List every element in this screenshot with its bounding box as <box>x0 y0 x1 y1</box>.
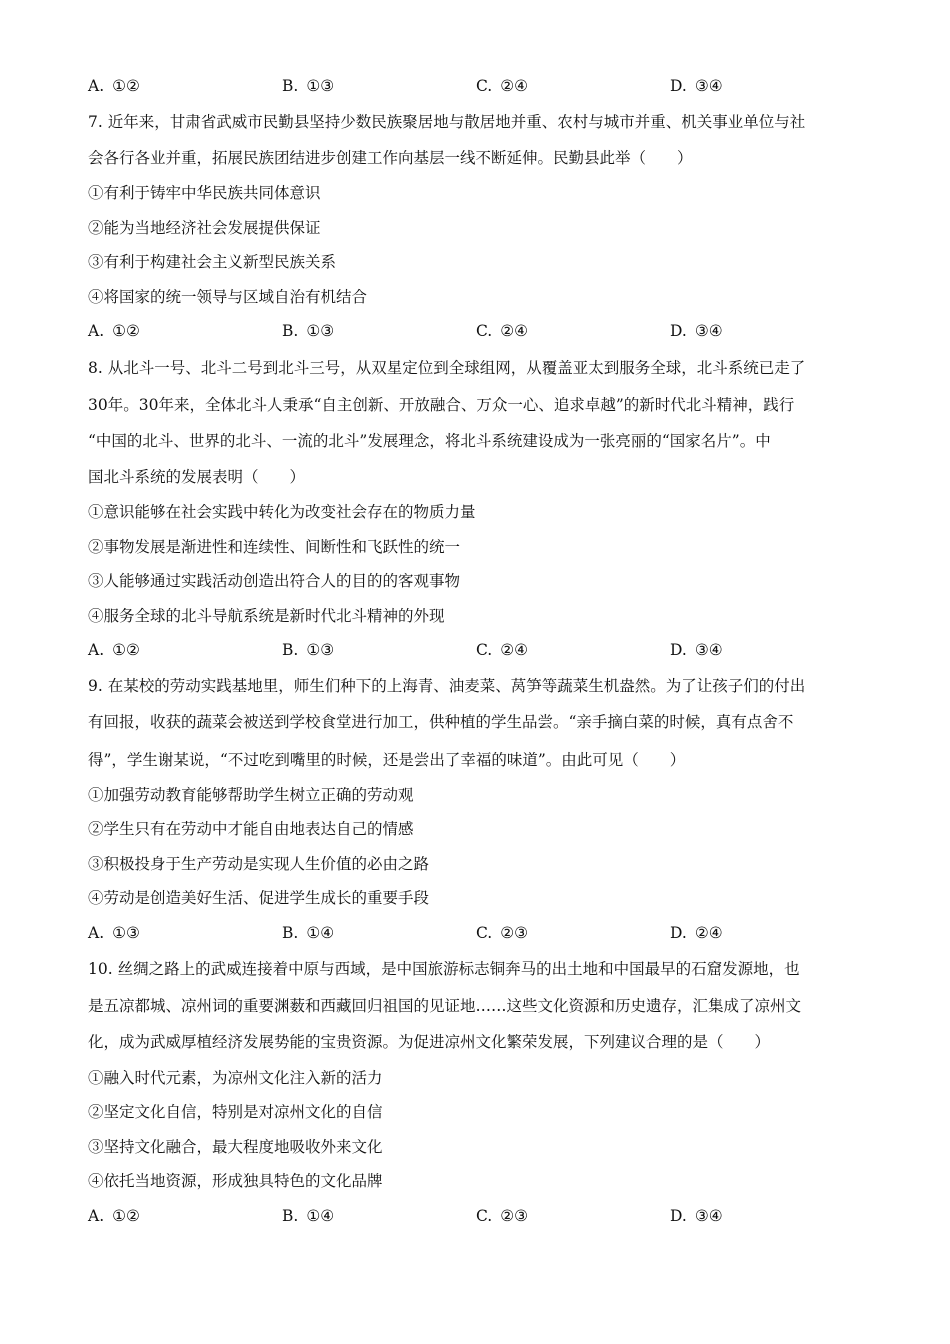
q10-stem-line: 是五凉都城、凉州词的重要渊薮和西藏回归祖国的见证地……这些文化资源和历史遗存，汇集成了凉州文 <box>88 997 802 1015</box>
q10-option-d[interactable]: D. ③④ <box>670 1207 723 1225</box>
q7-statement: ④将国家的统一领导与区域自治有机结合 <box>88 288 368 306</box>
q9-option-a[interactable]: A. ①③ <box>88 924 140 942</box>
q7-option-c[interactable]: C. ②④ <box>476 322 529 340</box>
q6-option-b[interactable]: B. ①③ <box>282 77 335 95</box>
q9-stem-line: 得”，学生谢某说，“不过吃到嘴里的时候，还是尝出了幸福的味道”。由此可见（ ） <box>88 751 686 769</box>
q9-statement: ④劳动是创造美好生活、促进学生成长的重要手段 <box>88 889 430 907</box>
q8-statement: ②事物发展是渐进性和连续性、间断性和飞跃性的统一 <box>88 538 461 556</box>
q10-stem-line: 10. 丝绸之路上的武威连接着中原与西域，是中国旅游标志铜奔马的出土地和中国最早的石窟发源地，也 <box>88 960 800 978</box>
q8-option-a[interactable]: A. ①② <box>88 641 140 659</box>
q10-stem-line: 化，成为武威厚植经济发展势能的宝贵资源。为促进凉州文化繁荣发展，下列建议合理的是（ ） <box>88 1033 771 1051</box>
q7-option-b[interactable]: B. ①③ <box>282 322 335 340</box>
q9-stem-line: 有回报，收获的蔬菜会被送到学校食堂进行加工，供种植的学生品尝。“亲手摘白菜的时候，真有点舍不 <box>88 713 794 731</box>
q10-statement: ③坚持文化融合，最大程度地吸收外来文化 <box>88 1138 383 1156</box>
q8-option-c[interactable]: C. ②④ <box>476 641 529 659</box>
q6-options <box>88 76 868 98</box>
q8-stem-line: 国北斗系统的发展表明（ ） <box>88 468 306 486</box>
q7-stem-line: 会各行各业并重，拓展民族团结进步创建工作向基层一线不断延伸。民勤县此举（ ） <box>88 149 693 167</box>
q7-statement: ②能为当地经济社会发展提供保证 <box>88 219 321 237</box>
q8-option-d[interactable]: D. ③④ <box>670 641 723 659</box>
q7-option-a[interactable]: A. ①② <box>88 322 140 340</box>
q6-option-d[interactable]: D. ③④ <box>670 77 723 95</box>
q9-option-d[interactable]: D. ②④ <box>670 924 723 942</box>
q9-option-c[interactable]: C. ②③ <box>476 924 529 942</box>
q9-option-b[interactable]: B. ①④ <box>282 924 335 942</box>
q9-statement: ②学生只有在劳动中才能自由地表达自己的情感 <box>88 820 414 838</box>
q8-statement: ④服务全球的北斗导航系统是新时代北斗精神的外现 <box>88 607 445 625</box>
q8-stem-line: 8. 从北斗一号、北斗二号到北斗三号，从双星定位到全球组网，从覆盖亚太到服务全球，北斗系统已走了 <box>88 359 806 377</box>
q7-option-d[interactable]: D. ③④ <box>670 322 723 340</box>
q7-statement: ③有利于构建社会主义新型民族关系 <box>88 253 337 271</box>
q6-option-a[interactable]: A. ①② <box>88 77 140 95</box>
q10-option-a[interactable]: A. ①② <box>88 1207 140 1225</box>
q8-statement: ③人能够通过实践活动创造出符合人的目的的客观事物 <box>88 572 461 590</box>
q9-statement: ③积极投身于生产劳动是实现人生价值的必由之路 <box>88 855 430 873</box>
q10-statement: ②坚定文化自信，特别是对凉州文化的自信 <box>88 1103 383 1121</box>
q10-option-b[interactable]: B. ①④ <box>282 1207 335 1225</box>
q8-stem-line: 30年。30年来，全体北斗人秉承“自主创新、开放融合、万众一心、追求卓越”的新时代北斗精神，践行 <box>88 396 795 414</box>
q10-options <box>88 1206 868 1228</box>
q10-statement: ①融入时代元素，为凉州文化注入新的活力 <box>88 1069 383 1087</box>
q8-options <box>88 640 868 662</box>
q9-statement: ①加强劳动教育能够帮助学生树立正确的劳动观 <box>88 786 414 804</box>
q9-options <box>88 923 868 945</box>
q8-option-b[interactable]: B. ①③ <box>282 641 335 659</box>
q7-statement: ①有利于铸牢中华民族共同体意识 <box>88 184 321 202</box>
q8-stem-line: “中国的北斗、世界的北斗、一流的北斗”发展理念，将北斗系统建设成为一张亮丽的“国家名片”。中 <box>88 432 771 450</box>
q8-statement: ①意识能够在社会实践中转化为改变社会存在的物质力量 <box>88 503 476 521</box>
q6-option-c[interactable]: C. ②④ <box>476 77 529 95</box>
q10-option-c[interactable]: C. ②③ <box>476 1207 529 1225</box>
q7-stem-line: 7. 近年来，甘肃省武威市民勤县坚持少数民族聚居地与散居地并重、农村与城市并重、机关事业单位与社 <box>88 113 806 131</box>
q9-stem-line: 9. 在某校的劳动实践基地里，师生们种下的上海青、油麦菜、莴笋等蔬菜生机盎然。为了让孩子们的付出 <box>88 677 806 695</box>
q10-statement: ④依托当地资源，形成独具特色的文化品牌 <box>88 1172 383 1190</box>
q7-options <box>88 321 868 343</box>
